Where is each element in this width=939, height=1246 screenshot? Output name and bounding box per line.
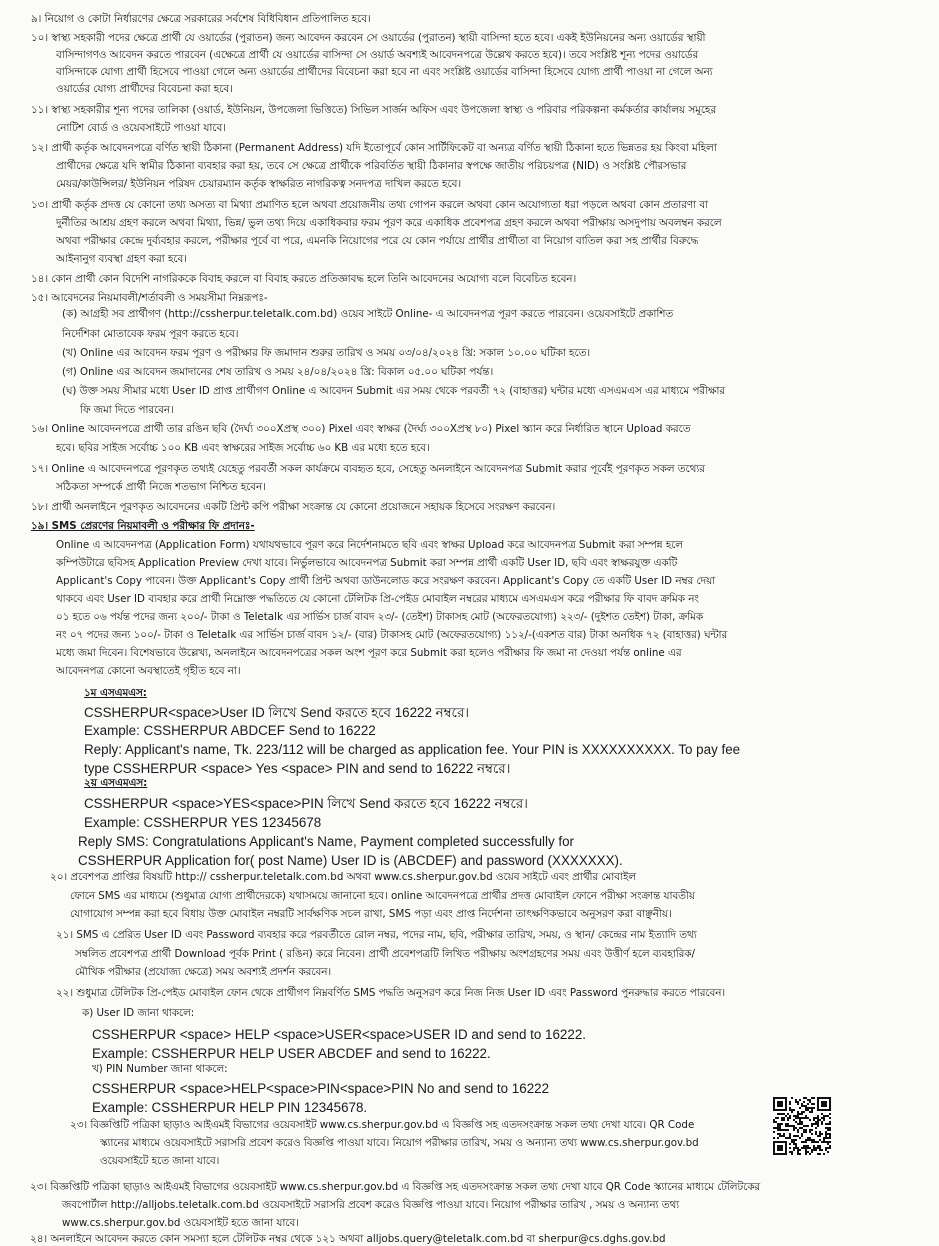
text-line: ১২। প্রার্থী কর্তৃক আবেদনপত্রে বর্ণিত স্থায়ী ঠিকানা (Permanent Address) যদি ইতোপূর্বে কোন সার্টিফিকেট বা অন্যত্র বর্ণিত স্থায়ী ঠিকানা হতে ভিন্নতর হয় কিংবা মহিলা — [31, 142, 717, 154]
text-line: ১৭। Online এ আবেদনপত্রে পূরণকৃত তথ্যই যেহেতু পরবর্তী সকল কার্যক্রমে ব্যবহৃত হবে, সেহেতু অনলাইনে আবেদনপত্র Submit করার পূর্বেই পূরণকৃত সকল তথ্যের — [31, 463, 705, 475]
text-line: ১৮। প্রার্থী অনলাইনে পূরণকৃত আবেদনের একটি প্রিন্ট কপি পরীক্ষা সংক্রান্ত যে কোনো প্রয়োজনে সহায়ক হিসেবে সংরক্ষণ করবেন। — [31, 501, 556, 513]
text-line: ওয়েবসাইটে হতে জানা যাবে। — [100, 1155, 220, 1167]
text-line: মৌখিক পরীক্ষার (প্রযোজ্য ক্ষেত্রে) সময় অবশ্যই প্রদর্শন করবেন। — [75, 966, 332, 978]
text-line: (গ) Online এর আবেদন জমাদানের শেষ তারিখ ও সময় ২৪/০৪/২০২৪ খ্রি: বিকাল ০৫.০০ ঘটিকা পর্যন্ত। — [62, 366, 494, 378]
text-line: জবপোর্টাল http://alljobs.teletalk.com.bd ওয়েবসাইটে সরাসরি প্রবেশ করেও বিজ্ঞপ্তি পাওয়া যাবে। নিয়োগ পরীক্ষার তারিখ , সময় ও অন্যান্য তথ্য — [62, 1199, 680, 1211]
text-line: ফি জমা দিতে পারবেন। — [80, 404, 174, 416]
text-line: ১৪। কোন প্রার্থী কোন বিদেশি নাগরিককে বিবাহ করলে বা বিবাহ করতে প্রতিজ্ঞাবদ্ধ হলে তিনি আবেদনের অযোগ্য বলে বিবেচিত হবেন। — [31, 273, 577, 285]
text-line: ২২। শুধুমাত্র টেলিটক প্রি-পেইড মোবাইল ফোন থেকে প্রার্থীগণ নিম্নবর্ণিত SMS পদ্ধতি অনুসরণ করে নিজ নিজ User ID এবং Password পুনরুদ্ধার করতে পারবেন। — [56, 987, 726, 999]
text-line: Example: CSSHERPUR ABDCEF Send to 16222 — [84, 723, 376, 738]
text-line: ৯। নিয়োগ ও কোটা নির্ধারণের ক্ষেত্রে সরকারের সর্বশেষ বিধিবিধান প্রতিপালিত হবে। — [31, 13, 371, 25]
text-line: মধ্যে জমা দিবেন। বিশেষভাবে উল্লেখ্য, অনলাইনে আবেদনপত্রের সকল অংশ পূরণ করে Submit করা হলেও পরীক্ষার ফি জমা না দেওয়া পর্যন্ত online এর — [56, 647, 682, 659]
text-line: Online এ আবেদনপত্র (Application Form) যথাযথভাবে পূরণ করে নির্দেশনামতে ছবি এবং স্বাক্ষর Upload করে আবেদনপত্র Submit করা সম্পন্ন হলে — [56, 539, 683, 551]
text-line: ২১। SMS এ প্রেরিত User ID এবং Password ব্যবহার করে পরবর্তীতে রোল নম্বর, পদের নাম, ছবি, পরীক্ষার তারিখ, সময়, ও স্থান/ কেন্দ্রের নাম ইত্যাদি তথ্য — [56, 929, 697, 941]
text-line: নির্দেশিকা মোতাবেক ফরম পূরণ করতে হবে। — [62, 328, 239, 340]
text-line: (ঘ) উক্ত সময় সীমার মধ্যে User ID প্রাপ্ত প্রার্থীগণ Online এ আবেদন Submit এর সময় থেকে পরবর্তী ৭২ (বাহাত্তর) ঘন্টার মধ্যে এসএমএস এর মাধ্যমে পরীক্ষার — [62, 385, 725, 397]
text-line: www.cs.sherpur.gov.bd ওয়েবসাইট হতে জানা যাবে। — [62, 1217, 299, 1229]
text-line: CSSHERPUR<space>User ID লিখে Send করতে হবে 16222 নম্বরে। — [84, 705, 470, 720]
text-line: মেয়র/কাউন্সিলর/ ইউনিয়ন পরিষদ চেয়ারম্যান কর্তৃক স্বাক্ষরিত নাগরিকত্ব সনদপত্র দাখিল করতে হবে। — [56, 178, 462, 190]
text-line: ওয়ার্ডের যোগ্য প্রার্থীদের বিবেচনা করা হবে। — [56, 83, 233, 95]
text-line: ১৫। আবেদনের নিয়মাবলী/শর্তাবলী ও সময়সীমা নিম্নরূপঃ- — [31, 292, 268, 304]
text-line: থাকবে এবং User ID ব্যবহার করে প্রার্থী নিম্নোক্ত পদ্ধতিতে যে কোনো টেলিটক প্রি-পেইড মোবাইল নম্বরের মাধ্যমে এসএমএস করে পরীক্ষার ফি বাবদ ক্রমিক নং — [56, 593, 699, 605]
text-line: Applicant's Copy পাবেন। উক্ত Applicant's Copy প্রার্থী প্রিন্ট অথবা ডাউনলোড করে সংরক্ষণ করবেন। Applicant's Copy তে একটি User ID নম্বর দেয়া — [56, 575, 716, 587]
text-line: আইনানুগ ব্যবস্থা গ্রহণ করা হবে। — [56, 253, 187, 265]
text-line: ক) User ID জানা থাকলে: — [82, 1007, 195, 1019]
text-line: ০১ হতে ০৬ পর্যন্ত পদের জন্য ২০০/- টাকা ও Teletalk এর সার্ভিস চার্জ বাবদ ২৩/- (তেইশ) টাকাসহ মোট (অফেরতযোগ্য) ২২৩/- (দুইশত তেইশ) টাকা, ক্রমিক — [56, 611, 704, 623]
text-line: Reply: Applicant's name, Tk. 223/112 will be charged as application fee. Your PIN is XXXXXXXXXX. To pay fee — [84, 742, 741, 757]
text-line: বাসিন্দাকে যোগ্য প্রার্থী হিসেবে পাওয়া গেলে অন্য ওয়ার্ডের প্রার্থীদের বিবেচনা করা হবে না এবং সংশ্লিষ্ট ওয়ার্ডের বাসিন্দা হিসেবে যোগ্য প্রার্থী পাওয়া না গেলে অন্য — [56, 66, 713, 78]
text-line: CSSHERPUR <space> HELP <space>USER<space>USER ID and send to 16222. — [92, 1027, 586, 1042]
text-line: CSSHERPUR Application for( post Name) User ID is (ABCDEF) and password (XXXXXXX). — [78, 853, 623, 868]
qr-code-icon — [773, 1097, 831, 1155]
text-line: ১৯। SMS প্রেরণের নিয়মাবলী ও পরীক্ষার ফি প্রদানঃ- — [31, 520, 255, 532]
text-line: স্ক্যানের মাধ্যমে ওয়েবসাইটে সরাসরি প্রবেশ করেও বিজ্ঞপ্তি পাওয়া যাবে। নিয়োগ পরীক্ষার তারিখ, সময় ও অন্যান্য তথ্য www.cs.sherpur.gov.bd — [100, 1137, 699, 1149]
text-line: ১ম এসএমএস: — [84, 687, 147, 699]
text-line: (খ) Online এর আবেদন ফরম পূরণ ও পরীক্ষার ফি জমাদান শুরুর তারিখ ও সময় ০৩/০৪/২০২৪ খ্রি: সকাল ১০.০০ ঘটিকা হতে। — [62, 347, 591, 359]
text-line: ২০। প্রবেশপত্র প্রাপ্তির বিষয়টি http:// cssherpur.teletalk.com.bd অথবা www.cs.sherpur.gov.bd ওয়েব সাইটে এবং প্রার্থীর মোবাইল — [50, 871, 637, 883]
text-line: বাসিন্দাগণও আবেদন করতে পারবেন (এক্ষেত্রে প্রার্থী যে ওয়ার্ডের বাসিন্দা সে ওয়ার্ড অবশ্যই আবেদনপত্রে উল্লেখ করতে হবে)। তবে সংশ্লিষ্ট শূন্য পদের ওয়ার্ডের — [56, 49, 699, 61]
text-line: Example: CSSHERPUR HELP USER ABCDEF and send to 16222. — [92, 1046, 491, 1061]
text-line: সম্বলিত প্রবেশপত্র প্রার্থী Download পূর্বক Print ( রঙিন) করে নিবেন। প্রার্থী প্রবেশপত্রটি লিখিত পরীক্ষায় অংশগ্রহণের সময় এবং উত্তীর্ণ হলে ব্যবহারিক/ — [75, 948, 695, 960]
text-line: খ) PIN Number জানা থাকলে: — [92, 1063, 228, 1075]
text-line: ২য় এসএমএস: — [84, 777, 148, 789]
text-line: Example: CSSHERPUR HELP PIN 12345678. — [92, 1100, 368, 1115]
text-line: হবে। ছবির সাইজ সর্বোচ্চ ১০০ KB এবং স্বাক্ষরের সাইজ সর্বোচ্চ ৬০ KB এর মধ্যে হতে হবে। — [56, 442, 430, 454]
text-line: CSSHERPUR <space>YES<space>PIN লিখে Send করতে হবে 16222 নম্বরে। — [84, 796, 528, 811]
text-line: সঠিকতা সম্পর্কে প্রার্থী নিজে শতভাগ নিশ্চিত হবেন। — [56, 481, 266, 493]
text-line: যোগাযোগ সম্পন্ন করা হবে বিধায় উক্ত মোবাইল নম্বরটি সার্বক্ষণিক সচল রাখা, SMS পড়া এবং প্রাপ্ত নির্দেশনা তাৎক্ষণিকভাবে অনুসরণ করা বাঞ্ছনীয়। — [70, 908, 672, 920]
text-line: প্রার্থীদের ক্ষেত্রে যদি স্বামীর ঠিকানা ব্যবহার করা হয়, তবে সে ক্ষেত্রে প্রার্থীকে পরিবর্তিত স্থায়ী ঠিকানার স্বপক্ষে জাতীয় পরিচয়পত্র (NID) ও সংশ্লিষ্ট পৌরসভার — [56, 160, 687, 172]
text-line: দুর্নীতির আশ্রয় গ্রহণ করলে অথবা মিথ্যা, ভিন্ন/ ভুল তথ্য দিয়ে একাধিকবার ফরম পূরণ করে একাধিক প্রবেশপত্র গ্রহণ করলে অথবা পরীক্ষায় অসদুপায় অবলম্বন করলে — [56, 217, 722, 229]
text-line: ২৩। বিজ্ঞপ্তিটি পত্রিকা ছাড়াও আইএমই বিভাগের ওয়েবসাইট www.cs.sherpur.gov.bd এ বিজ্ঞপ্তি সহ এতদসংক্রান্ত সকল তথ্য দেখা যাবে QR Code স্ক্যানের মাধ্যমে টেলিটকের — [30, 1181, 761, 1193]
text-line: ২৪। অনলাইনে আবেদন করতে কোন সমস্যা হলে টেলিটক নম্বর থেকে ১২১ অথবা alljobs.query@teletalk.com.bd বা sherpur@cs.dghs.gov.bd — [30, 1233, 666, 1245]
text-line: Example: CSSHERPUR YES 12345678 — [84, 815, 322, 830]
text-line: ১০। স্বাস্থ্য সহকারী পদের ক্ষেত্রে প্রার্থী যে ওয়ার্ডের (পুরাতন) জন্য আবেদন করবেন সে ওয়ার্ডের (পুরাতন) স্থায়ী বাসিন্দা হতে হবে। একই ইউনিয়নের অন্য ওয়ার্ডের স্থায়ী — [31, 32, 706, 44]
text-line: নং ০৭ পদের জন্য ১০০/- টাকা ও Teletalk এর সার্ভিস চার্জ বাবদ ১২/- (বার) টাকাসহ মোট (অফেরতযোগ্য) ১১২/-(একশত বার) টাকা অনধিক ৭২ (বাহাত্তর) ঘন্টার — [56, 629, 728, 641]
text-line: কম্পিউটারে ছবিসহ Application Preview দেখা যাবে। নির্ভুলভাবে আবেদনপত্র Submit করা সম্পন্ন প্রার্থী একটি User ID, ছবি এবং স্বাক্ষরযুক্ত একটি — [56, 557, 678, 569]
text-line: আবেদনপত্র কোনো অবস্থাতেই গৃহীত হবে না। — [56, 665, 241, 677]
text-line: Reply SMS: Congratulations Applicant's Name, Payment completed successfully for — [78, 834, 575, 849]
text-line: type CSSHERPUR <space> Yes <space> PIN and send to 16222 নম্বরে। — [84, 761, 511, 776]
text-line: (ক) আগ্রহী সব প্রার্থীগণ (http://cssherpur.teletalk.com.bd) ওয়েব সাইটে Online- এ আবেদনপত্র পূরণ করতে পারবেন। ওয়েবসাইটে প্রকাশিত — [62, 308, 674, 320]
text-line: নোটিশ বোর্ড ও ওয়েবসাইটে পাওয়া যাবে। — [56, 122, 226, 134]
text-line: ১১। স্বাস্থ্য সহকারীর শূন্য পদের তালিকা (ওয়ার্ড, ইউনিয়ন, উপজেলা ভিত্তিতে) সিভিল সার্জন অফিস এবং উপজেলা স্বাস্থ্য ও পরিবার পরিকল্পনা কর্মকর্তার কার্যালয় সমূহের — [31, 104, 717, 116]
text-line: অথবা পরীক্ষার কেন্দ্রে দুর্ব্যবহার করলে, পরীক্ষার পূর্বে বা পরে, এমনকি নিয়োগের পরে যে কোন পর্যায়ে প্রার্থীর প্রার্থীতা বা নিয়োগ বাতিল করা সহ প্রার্থীর বিরুদ্ধে — [56, 235, 699, 247]
text-line: ১৩। প্রার্থী কর্তৃক প্রদত্ত যে কোনো তথ্য অসত্য বা মিথ্যা প্রমাণিত হলে অথবা প্রয়োজনীয় তথ্য গোপন করলে অথবা কোন অযোগ্যতা ধরা পড়লে অথবা কোন প্রতারণা বা — [31, 199, 709, 211]
text-line: CSSHERPUR <space>HELP<space>PIN<space>PIN No and send to 16222 — [92, 1081, 550, 1096]
text-line: ফোনে SMS এর মাধ্যমে (শুধুমাত্র যোগ্য প্রার্থীদেরকে) যথাসময়ে জানানো হবে। online আবেদনপত্রে প্রার্থীর প্রদত্ত মোবাইল ফোনে পরীক্ষা সংক্রান্ত যাবতীয় — [70, 890, 695, 902]
text-line: ১৬। Online আবেদনপত্রে প্রার্থী তার রঙিন ছবি (দৈর্ঘ্য ৩০০Xপ্রস্থ ৩০০) Pixel এবং স্বাক্ষর (দৈর্ঘ্য ৩০০Xপ্রস্থ ৮০) Pixel স্ক্যান করে নির্ধারিত স্থানে Upload করতে — [31, 423, 691, 435]
text-line: ২৩। বিজ্ঞপ্তিটি পত্রিকা ছাড়াও আইএমই বিভাগের ওয়েবসাইট www.cs.sherpur.gov.bd এ বিজ্ঞপ্তি সহ এতদসংক্রান্ত সকল তথ্য দেখা যাবে। QR Code — [70, 1119, 695, 1131]
